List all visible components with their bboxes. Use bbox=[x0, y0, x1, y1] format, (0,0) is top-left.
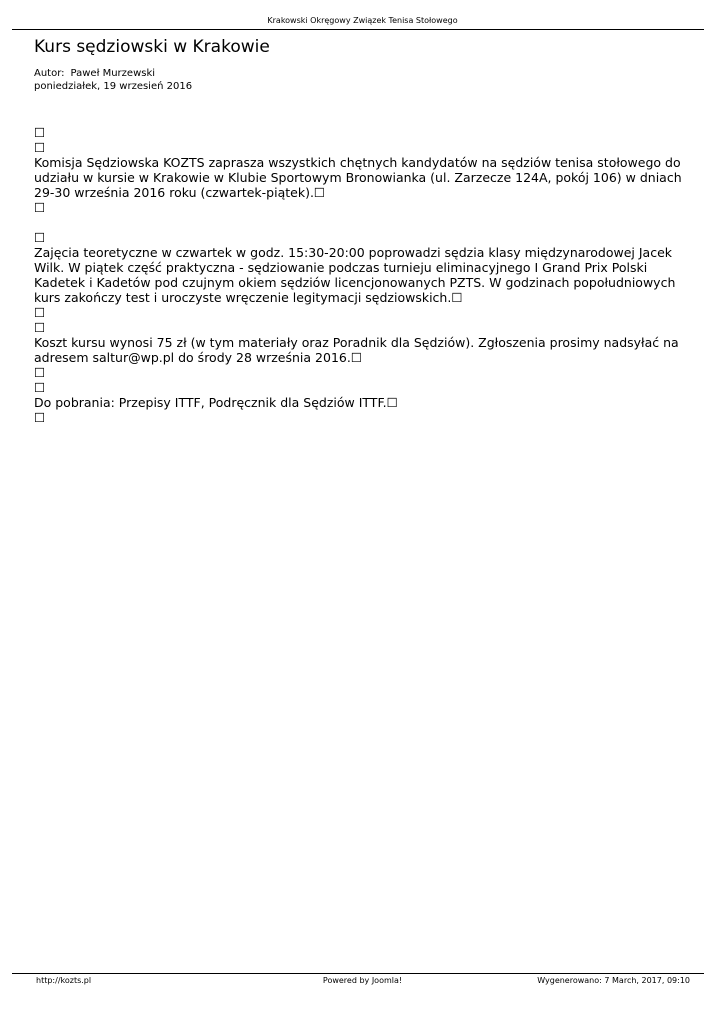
header-divider bbox=[12, 29, 704, 30]
footer-divider bbox=[12, 973, 704, 974]
author-name: Paweł Murzewski bbox=[70, 68, 156, 79]
footer-generated-date: Wygenerowano: 7 March, 2017, 09:10 bbox=[537, 976, 690, 985]
article-date: poniedziałek, 19 wrzesień 2016 bbox=[34, 81, 193, 92]
placeholder-box: ☐ bbox=[34, 125, 46, 140]
article-meta bbox=[34, 67, 192, 93]
placeholder-box: ☐ bbox=[34, 230, 46, 245]
paragraph-cost: Koszt kursu wynosi 75 zł (w tym materiały oraz Poradnik dla Sędziów). Zgłoszenia prosimy nadsyłać na adresem saltur@wp.pl do środy 28 września 2016.☐ bbox=[34, 335, 679, 365]
placeholder-box: ☐ bbox=[34, 365, 46, 380]
author-line bbox=[34, 67, 192, 80]
article-body bbox=[34, 125, 694, 425]
paragraph-invitation: Komisja Sędziowska KOZTS zaprasza wszystkich chętnych kandydatów na sędziów tenisa stołowego do udziału w kursie w Krakowie w Klubie Sportowym Bronowianka (ul. Zarzecze 124A, pokój 106) w dniach 29-30 września 2016 roku (czwartek-piątek).☐ bbox=[34, 155, 682, 200]
paragraph-schedule: Zajęcia teoretyczne w czwartek w godz. 15:30-20:00 poprowadzi sędzia klasy międzynarodowej Jacek Wilk. W piątek część praktyczna - sędziowanie podczas turnieju eliminacyjnego I Grand Prix Polski Kadetek i Kadetów pod czujnym okiem sędziów licencjonowanych PZTS. W godzinach popołudniowych kurs zakończy test i uroczyste wręczenie legitymacji sędziowskich.☐ bbox=[34, 245, 676, 305]
spacer bbox=[34, 215, 694, 230]
footer-powered-by: Powered by Joomla! bbox=[322, 976, 403, 985]
article-title: Kurs sędziowski w Krakowie bbox=[34, 37, 270, 57]
placeholder-box: ☐ bbox=[34, 380, 46, 395]
placeholder-box: ☐ bbox=[34, 410, 46, 425]
author-label: Autor: bbox=[34, 68, 65, 79]
page-header-organization: Krakowski Okręgowy Związek Tenisa Stołowego bbox=[267, 16, 458, 25]
footer-url: http://kozts.pl bbox=[36, 976, 92, 985]
placeholder-box: ☐ bbox=[34, 140, 46, 155]
placeholder-box: ☐ bbox=[34, 305, 46, 320]
paragraph-downloads: Do pobrania: Przepisy ITTF, Podręcznik dla Sędziów ITTF.☐ bbox=[34, 395, 398, 410]
placeholder-box: ☐ bbox=[34, 320, 46, 335]
placeholder-box: ☐ bbox=[34, 200, 46, 215]
